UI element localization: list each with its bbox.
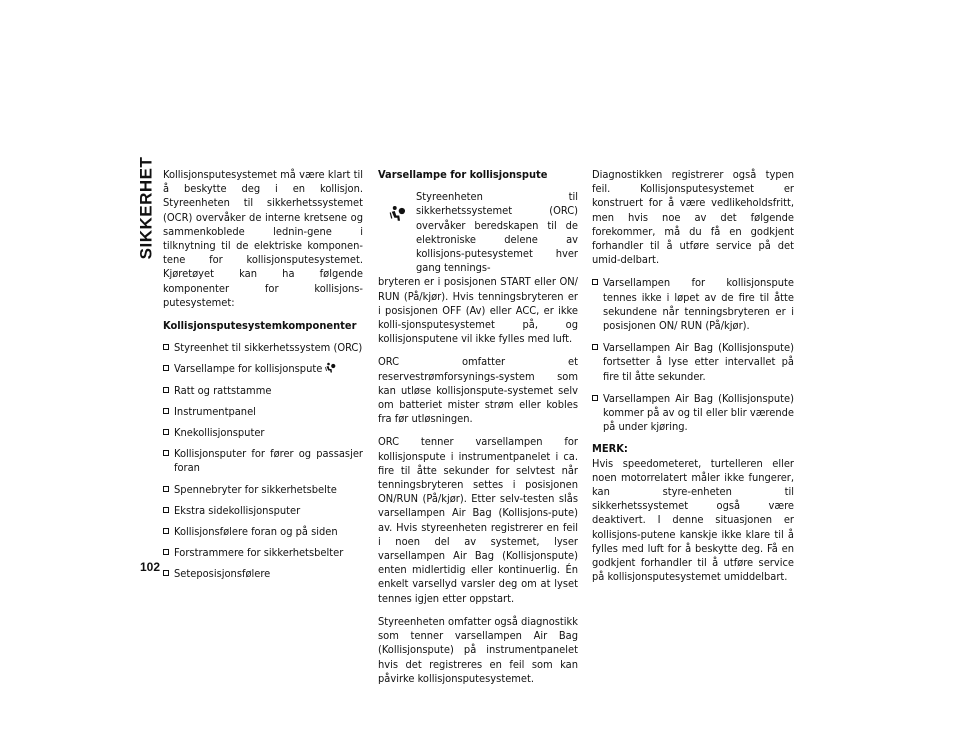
list-item: Forstrammere for sikkerhetsbelter: [163, 546, 363, 560]
column-2: [378, 168, 578, 695]
warning-intro-text: Styreenheten til sikkerhetssystemet (ORC) overvåker beredskapen til de elektroniske delene av kollisjons-putesystemet hver gang tennings-: [416, 190, 578, 275]
list-item: Kollisjonsputer for fører og passasjer foran: [163, 447, 363, 475]
paragraph: Diagnostikken registrerer også typen feil. Kollisjonsputesystemet er konstruert for å være vedlikeholdsfritt, men hvis noe av det følgende forekommer, må du få en godkjent forhandler til å utføre service på det umid-delbart.: [592, 168, 794, 267]
warning-light-heading: Varsellampe for kollisjonspute: [378, 168, 548, 181]
intro-paragraph: Kollisjonsputesystemet må være klart til å beskytte deg i en kollisjon. Styreenheten til sikkerhetssystemet (OCR) overvåker de interne kretsene og sammenkoblede lednin-gene i tilknytning til de elektriske komponen-tene for kollisjonsputesystemet. Kjøretøyet kan ha følgende komponenter for kollisjons-putesystemet:: [163, 168, 363, 309]
page-number: 102: [140, 560, 161, 574]
components-heading: Kollisjonsputesystemkomponenter: [163, 319, 357, 333]
paragraph: ORC tenner varsellampen for kollisjonspute i instrumentpanelet i ca. fire til åtte sekunder for selvtest når tenningsbryteren settes i posisjonen ON/RUN (På/kjør). Etter selv-testen slås varsellampen Air Bag (Kollisjons-pute) av. Hvis styreenheten registrerer en feil i noen del av systemet, lyser varsellampen Air Bag (Kollisjonspute) enten midlertidig eller kontinuerlig. Én enkelt varsellyd varsler deg om at lyset tennes igjen etter oppstart.: [378, 435, 578, 605]
list-item: Ekstra sidekollisjonsputer: [163, 504, 363, 518]
list-item: Kollisjonsfølere foran og på siden: [163, 525, 363, 539]
list-item: Varsellampe for kollisjonspute: [163, 362, 363, 376]
paragraph: Styreenheten omfatter også diagnostikk som tenner varsellampen Air Bag (Kollisjonspute) på instrumentpanelet hvis det registreres en feil som kan påvirke kollisjonsputesystemet.: [378, 614, 578, 685]
warning-intro: [378, 190, 578, 275]
airbag-warning-icon: [324, 362, 336, 374]
paragraph: bryteren er i posisjonen START eller ON/ RUN (På/kjør). Hvis tenningsbryteren er i posisjonen OFF (Av) eller ACC, er ikke kolli-sjonsputesystemet på, og kollisjonsputene vil ikke fylles med luft.: [378, 275, 578, 346]
list-item: Instrumentpanel: [163, 405, 363, 419]
list-item: Ratt og rattstamme: [163, 384, 363, 398]
list-item: Styreenhet til sikkerhetssystem (ORC): [163, 341, 363, 355]
column-3: [592, 168, 794, 593]
list-item: Seteposisjonsfølere: [163, 567, 363, 581]
list-item: Varsellampen for kollisjonspute tennes ikke i løpet av de fire til åtte sekundene når tenningsbryteren er i posisjonen ON/ RUN (På/kjør).: [592, 276, 794, 333]
list-item: Varsellampen Air Bag (Kollisjonspute) kommer på av og til eller blir værende på under kjøring.: [592, 392, 794, 435]
service-conditions-list: [592, 276, 794, 434]
section-tab: [135, 156, 157, 260]
note-text: Hvis speedometeret, turtelleren eller noen motorrelatert måler ikke fungerer, kan styre-enheten til sikkerhetssystemet også være deaktivert. I denne situasjonen er kollisjons-putene kanskje ikke klare til å fylles med luft for å beskytte deg. Få en godkjent forhandler til å utføre service på kollisjonsputesystemet umiddelbart.: [592, 456, 794, 584]
note: [592, 442, 794, 584]
section-tab-label: SIKKERHET: [136, 156, 156, 260]
list-item: Spennebryter for sikkerhetsbelte: [163, 483, 363, 497]
list-item: Knekollisjonsputer: [163, 426, 363, 440]
list-item: Varsellampen Air Bag (Kollisjonspute) fortsetter å lyse etter intervallet på fire til åtte sekunder.: [592, 341, 794, 384]
components-list: [163, 341, 363, 581]
paragraph: ORC omfatter et reservestrømforsynings-system som kan utløse kollisjonspute-systemet selv om batteriet mister strøm eller kobles fra før utløsningen.: [378, 355, 578, 426]
airbag-warning-icon: [378, 194, 416, 234]
note-label: MERK:: [592, 442, 628, 456]
column-1: [163, 168, 363, 589]
